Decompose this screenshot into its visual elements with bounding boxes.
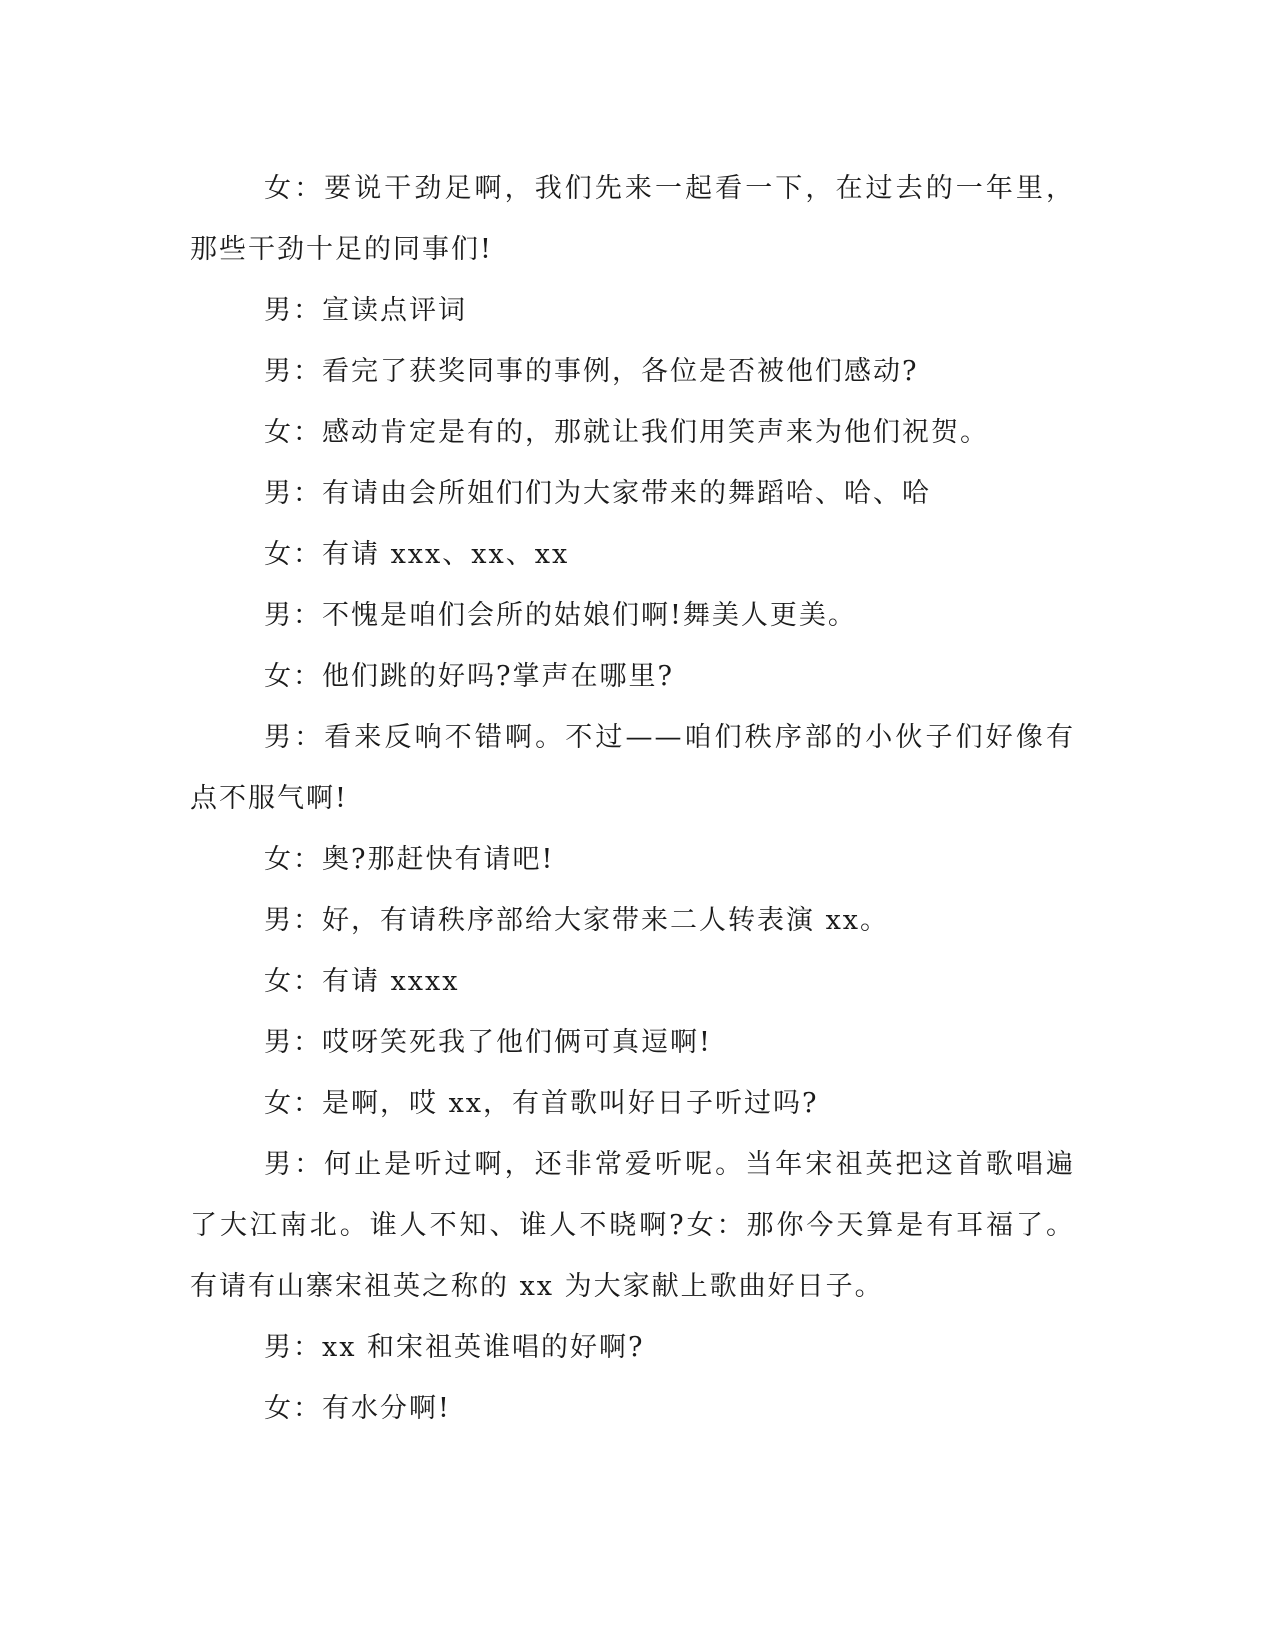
- paragraph: 女：奥?那赶快有请吧!: [264, 844, 555, 875]
- paragraph: 男：有请由会所姐们们为大家带来的舞蹈哈、哈、哈: [264, 478, 931, 509]
- paragraph: 男：看来反响不错啊。不过——咱们秩序部的小伙子们好像有点不服气啊!: [190, 722, 1075, 814]
- paragraph: 女：有水分啊!: [264, 1393, 451, 1424]
- paragraph: 男：何止是听过啊，还非常爱听呢。当年宋祖英把这首歌唱遍了大江南北。谁人不知、谁人不晓啊?女：那你今天算是有耳福了。有请有山寨宋祖英之称的 xx 为大家献上歌曲好日子。: [190, 1149, 1075, 1302]
- paragraph: 女：有请 xxx、xx、xx: [264, 539, 570, 570]
- paragraph: 女：是啊，哎 xx，有首歌叫好日子听过吗?: [264, 1088, 819, 1119]
- paragraph: 男：宣读点评词: [264, 295, 467, 326]
- paragraph: 女：他们跳的好吗?掌声在哪里?: [264, 661, 674, 692]
- paragraph: 女：要说干劲足啊，我们先来一起看一下，在过去的一年里，那些干劲十足的同事们!: [190, 173, 1075, 265]
- paragraph: 男：xx 和宋祖英谁唱的好啊?: [264, 1332, 645, 1363]
- paragraph: 女：感动肯定是有的，那就让我们用笑声来为他们祝贺。: [264, 417, 989, 448]
- paragraph: 男：好，有请秩序部给大家带来二人转表演 xx。: [264, 905, 890, 936]
- paragraph: 男：哎呀笑死我了他们俩可真逗啊!: [264, 1027, 712, 1058]
- paragraph: 男：不愧是咱们会所的姑娘们啊!舞美人更美。: [264, 600, 857, 631]
- paragraph: 男：看完了获奖同事的事例，各位是否被他们感动?: [264, 356, 919, 387]
- paragraph: 女：有请 xxxx: [264, 966, 460, 997]
- document-body: [190, 158, 1075, 1439]
